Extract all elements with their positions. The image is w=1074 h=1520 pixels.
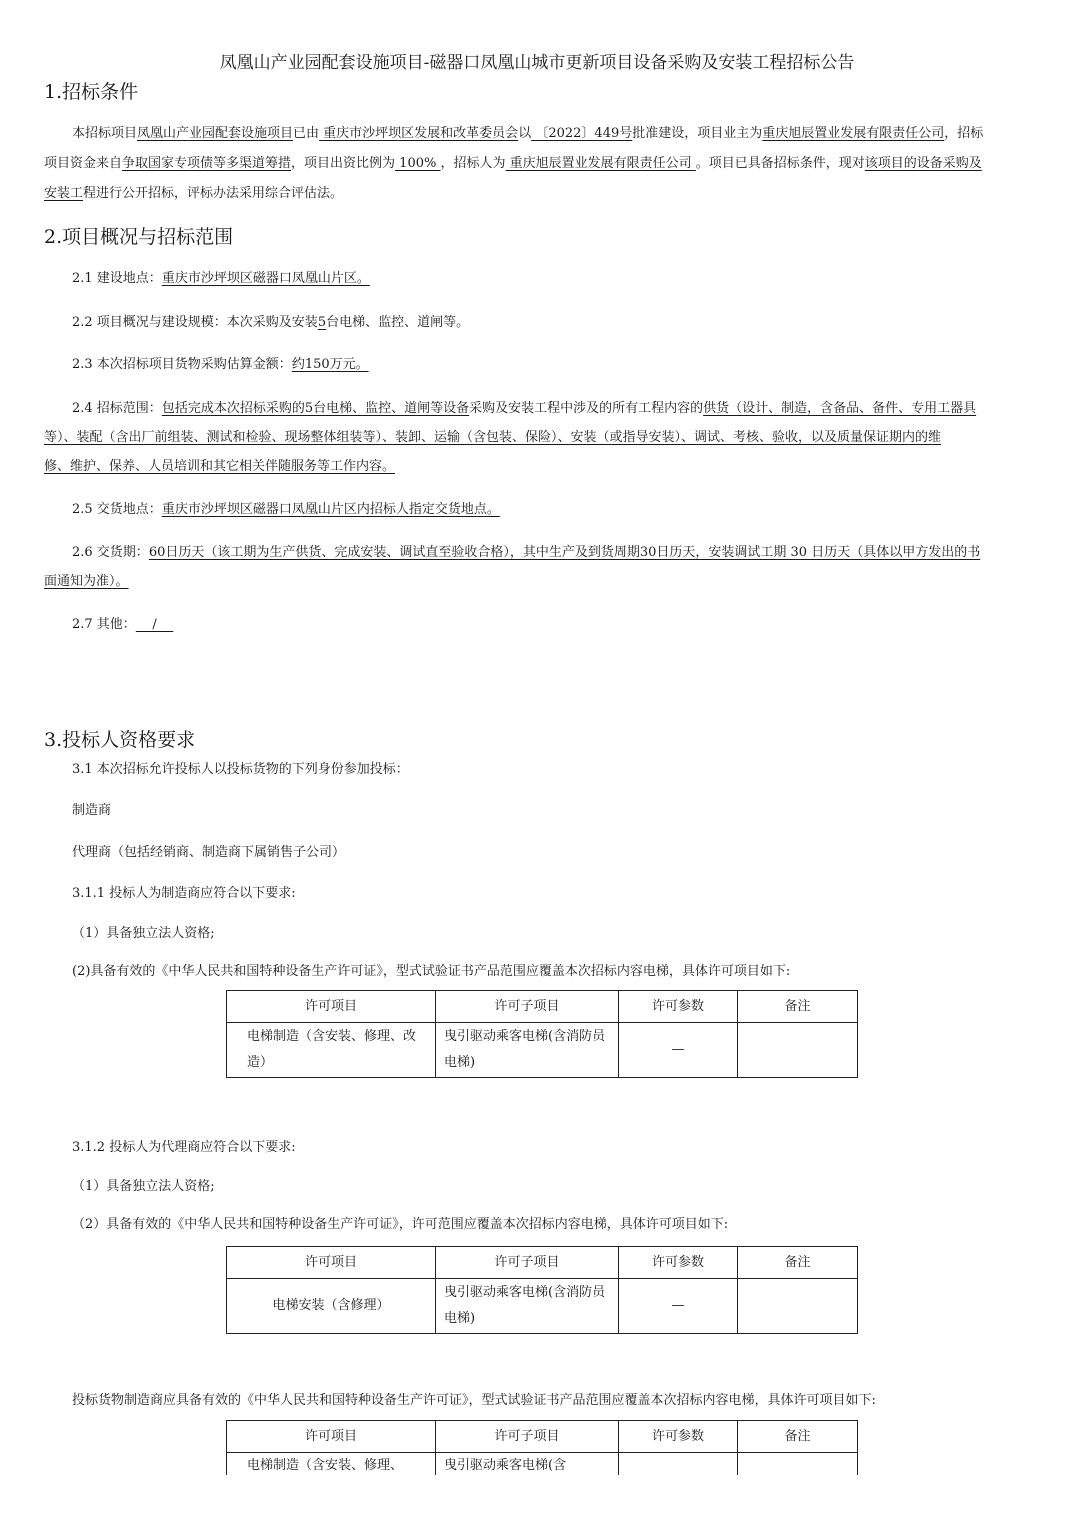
page-title: 凤凰山产业园配套设施项目-磁器口凤凰山城市更新项目设备采购及安装工程招标公告 <box>219 53 855 73</box>
item-2-4-line-2: 等）、装配（含出厂前组装、测试和检验、现场整体组装等）、装卸、运输（含包装、保险）、安装（或指导安装）、调试、考核、验收，以及质量保证期内的维 <box>44 430 942 445</box>
delivery-period: 60日历天（该工期为生产供货、完成安装、调试直至验收合格），其中生产及到货周期30日历天，安装调试工期 30 日历天（具体以甲方发出的书 <box>148 545 981 560</box>
tenderer: 重庆旭辰置业发展有限责任公司 <box>505 156 696 171</box>
license-table-goods-clip <box>225 1420 865 1475</box>
text: 。项目已具备招标条件，现对 <box>695 156 865 171</box>
cell-license-param: — <box>619 1023 738 1078</box>
elevator-count: 5 <box>317 315 327 330</box>
other-value: / <box>135 617 174 632</box>
approval-authority: 重庆市沙坪坝区发展和改革委员会 <box>319 126 519 141</box>
header-license-item: 许可项目 <box>227 1247 436 1279</box>
label: 2.4 招标范围： <box>72 401 162 416</box>
tender-subject-cont: 安装工 <box>44 186 84 201</box>
text: 台电梯、监控、道闸等。 <box>326 315 470 330</box>
header-license-subitem: 许可子项目 <box>436 1421 619 1453</box>
item-2-5 <box>72 498 500 517</box>
sec1-line-2 <box>44 152 982 171</box>
funding-ratio: 100% <box>395 156 441 171</box>
label: 2.1 建设地点： <box>72 271 162 286</box>
text: 已由 <box>293 126 320 141</box>
item-2-4-line-3: 修、维护、保养、人员培训和其它相关伴随服务等工作内容。 <box>44 459 396 474</box>
item-3-1-2-req-1: （1）具备独立法人资格; <box>72 1179 215 1194</box>
header-remark: 备注 <box>738 1247 858 1279</box>
label: 2.7 其他： <box>72 617 136 632</box>
item-3-1: 3.1 本次招标允许投标人以投标货物的下列身份参加投标： <box>72 762 409 777</box>
cell-license-subitem: 曳引驱动乘客电梯(含消防员电梯) <box>436 1279 619 1334</box>
text: 本招标项目 <box>72 126 138 141</box>
header-license-subitem: 许可子项目 <box>436 991 619 1023</box>
header-license-param: 许可参数 <box>619 1247 738 1279</box>
section-1-heading: 1.招标条件 <box>44 81 139 103</box>
goods-maker-requirement: 投标货物制造商应具备有效的《中华人民共和国特种设备生产许可证》，型式试验证书产品范围应覆盖本次招标内容电梯，具体许可项目如下: <box>72 1393 876 1408</box>
header-remark: 备注 <box>738 991 858 1023</box>
text: ，招标人为 <box>440 156 506 171</box>
sec1-line-1 <box>72 122 983 141</box>
identity-agent: 代理商（包括经销商、制造商下属销售子公司） <box>72 845 346 860</box>
funding-source: 争取国家专项债等多渠道筹措 <box>122 156 292 171</box>
sec1-line-3 <box>44 182 343 201</box>
item-2-1 <box>72 267 370 286</box>
site-location: 重庆市沙坪坝区磁器口凤凰山片区。 <box>161 271 370 286</box>
text: 项目资金来自 <box>44 156 123 171</box>
item-3-1-1: 3.1.1 投标人为制造商应符合以下要求: <box>72 886 296 901</box>
cell-license-param <box>619 1453 738 1476</box>
cell-remark <box>738 1279 858 1334</box>
cell-license-item: 电梯制造（含安装、修理、 <box>227 1453 436 1476</box>
cell-license-item: 电梯安装（含修理） <box>227 1279 436 1334</box>
item-2-4-line-1 <box>72 397 976 416</box>
text: 以 <box>518 126 532 141</box>
item-2-2 <box>72 311 469 330</box>
header-license-param: 许可参数 <box>619 991 738 1023</box>
label: 2.2 项目概况与建设规模：本次采购及安装 <box>72 315 318 330</box>
section-2-heading: 2.项目概况与招标范围 <box>44 226 234 248</box>
label: 2.5 交货地点： <box>72 502 162 517</box>
cell-license-param: — <box>619 1279 738 1334</box>
text: ，项目出资比例为 <box>291 156 396 171</box>
section-3-heading: 3.投标人资格要求 <box>44 729 196 751</box>
header-remark: 备注 <box>738 1421 858 1453</box>
label: 2.6 交货期： <box>72 545 149 560</box>
cell-license-subitem: 曳引驱动乘客电梯(含 <box>436 1453 619 1476</box>
scope: 包括完成本次招标采购的5台电梯、监控、道闸等设备 <box>161 401 470 416</box>
header-license-item: 许可项目 <box>227 991 436 1023</box>
text: 批准建设，项目业主为 <box>632 126 763 141</box>
cell-remark <box>738 1023 858 1078</box>
project-name: 凤凰山产业园配套设施项目 <box>137 126 294 141</box>
delivery-place: 重庆市沙坪坝区磁器口凤凰山片区内招标人指定交货地点。 <box>161 502 500 517</box>
project-owner: 重庆旭辰置业发展有限责任公司 <box>762 126 945 141</box>
item-3-1-1-req-2: (2)具备有效的《中华人民共和国特种设备生产许可证》，型式试验证书产品范围应覆盖本次招标内容电梯，具体许可项目如下: <box>72 964 791 979</box>
text: ，招标 <box>944 126 984 141</box>
estimated-amount: 约150万元。 <box>291 357 369 372</box>
item-3-1-2: 3.1.2 投标人为代理商应符合以下要求: <box>72 1140 296 1155</box>
scope-detail: 供货（设计、制造，含备品、备件、专用工器具 <box>703 401 977 416</box>
label: 2.3 本次招标项目货物采购估算金额： <box>72 357 292 372</box>
license-table-maker <box>226 990 858 1078</box>
text: 采购及安装工程中涉及的所有工程内容的 <box>469 401 704 416</box>
identity-maker: 制造商 <box>72 803 112 818</box>
item-3-1-2-req-2: （2）具备有效的《中华人民共和国特种设备生产许可证》，许可范围应覆盖本次招标内容电梯，具体许可项目如下: <box>72 1217 729 1232</box>
license-table-agent <box>226 1246 858 1334</box>
cell-license-item: 电梯制造（含安装、修理、改造） <box>227 1023 436 1078</box>
tender-subject: 该项目的设备采购及 <box>864 156 982 171</box>
item-2-7 <box>72 613 173 632</box>
cell-license-subitem: 曳引驱动乘客电梯(含消防员电梯) <box>436 1023 619 1078</box>
approval-number: 〔2022〕449号 <box>531 126 633 141</box>
cell-remark <box>738 1453 858 1476</box>
text: 程进行公开招标，评标办法采用综合评估法。 <box>83 186 344 201</box>
item-2-3 <box>72 353 369 372</box>
header-license-item: 许可项目 <box>227 1421 436 1453</box>
item-2-6-line-2: 面通知为准）。 <box>44 574 129 589</box>
item-2-6-line-1 <box>72 541 980 560</box>
header-license-param: 许可参数 <box>619 1421 738 1453</box>
license-table-goods <box>226 1420 858 1475</box>
item-3-1-1-req-1: （1）具备独立法人资格; <box>72 926 215 941</box>
header-license-subitem: 许可子项目 <box>436 1247 619 1279</box>
